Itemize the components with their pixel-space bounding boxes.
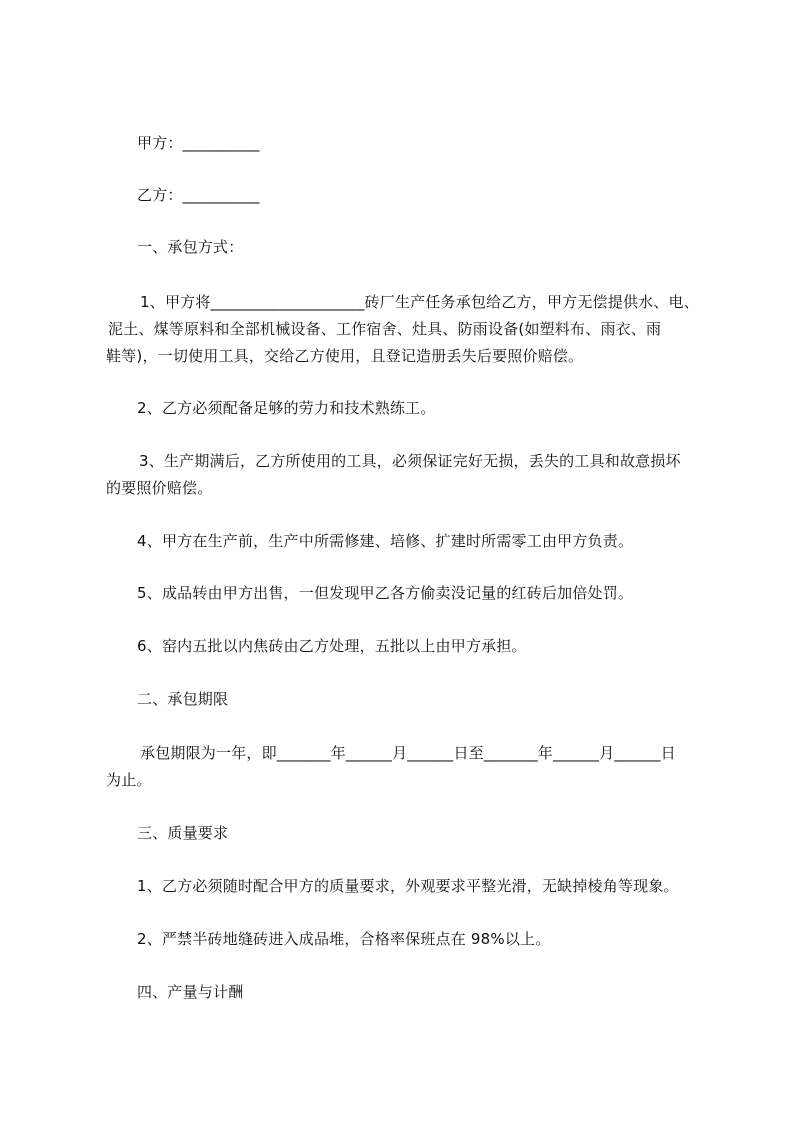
term-text-line-2: 为止。 (106, 771, 152, 789)
clause-2: 2、乙方必须配备足够的劳力和技术熟练工。 (137, 399, 436, 417)
section-heading-output: 四、产量与计酬 (137, 983, 244, 1001)
clause-3-line-2: 的要照价赔偿。 (106, 479, 213, 497)
section-heading-method: 一、承包方式： (137, 238, 244, 256)
clause-1-line-2: 泥土、煤等原料和全部机械设备、工作宿舍、灶具、防雨设备(如塑料布、雨衣、雨 (108, 320, 662, 338)
party-b-line: 乙方：__________ (137, 186, 260, 204)
clause-6: 6、窑内五批以内焦砖由乙方处理，五批以上由甲方承担。 (137, 637, 527, 655)
clause-1-line-1: 1、甲方将____________________砖厂生产任务承包给乙方，甲方无偿提供水、电、 (140, 293, 699, 311)
clause-3-line-1: 3、生产期满后，乙方所使用的工具，必须保证完好无损，丢失的工具和故意损坏 (139, 452, 681, 470)
clause-4: 4、甲方在生产前，生产中所需修建、培修、扩建时所需零工由甲方负责。 (137, 532, 634, 550)
term-text-line-1: 承包期限为一年，即_______年______月______日至_______年______月______日 (140, 744, 676, 762)
section-heading-term: 二、承包期限 (137, 690, 229, 708)
quality-clause-2: 2、严禁半砖地缝砖进入成品堆，合格率保班点在 98%以上。 (137, 930, 551, 948)
party-a-line: 甲方：__________ (137, 134, 260, 152)
clause-5: 5、成品转由甲方出售，一但发现甲乙各方偷卖没记量的红砖后加倍处罚。 (137, 584, 634, 602)
quality-clause-1: 1、乙方必须随时配合甲方的质量要求，外观要求平整光滑，无缺掉棱角等现象。 (137, 877, 679, 895)
clause-1-line-3: 鞋等)，一切使用工具，交给乙方使用，且登记造册丢失后要照价赔偿。 (106, 347, 584, 365)
section-heading-quality: 三、质量要求 (137, 824, 229, 842)
